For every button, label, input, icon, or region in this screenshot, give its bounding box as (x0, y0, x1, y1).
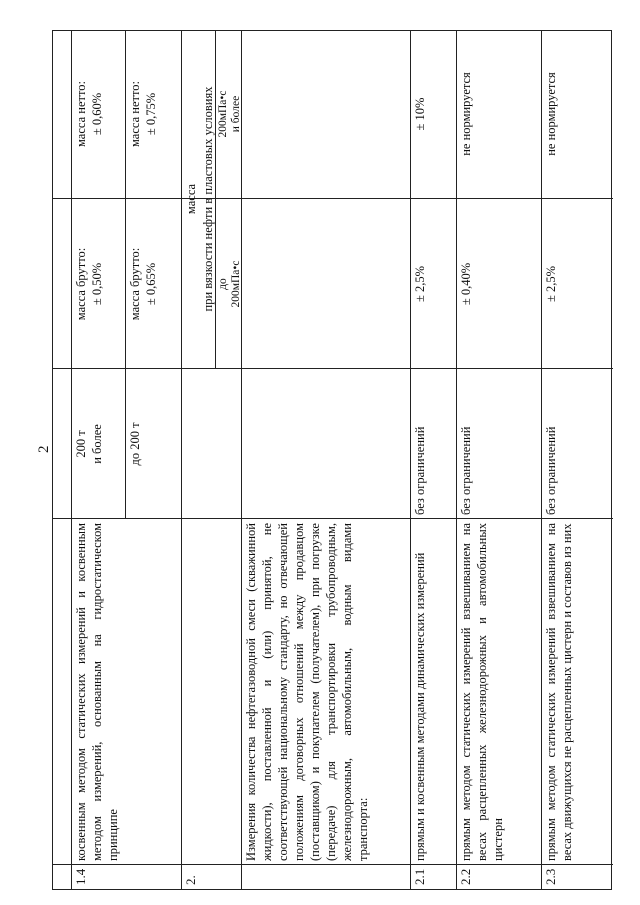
viscosity-high-header: 200мПа•с и более (217, 90, 242, 138)
row-description: Измерения количества нефтегазоводной смеси (скважинной жидкости), поставленной и (или) принятой, не соответствующей национальному стандарту, но отвечающей положениям договорных отношений между продавцом (поставщиком) и покупателем (получателем), при погрузке (передаче) для транспортировки трубопроводным, железнодорожным, автомобильным, водным видами транспорта: (244, 523, 370, 861)
viscosity-low-header: до 200мПа•с (217, 260, 242, 308)
tolerance-low: ± 0,40% (459, 262, 473, 306)
gross-tolerance: масса брутто: ± 0,50% (74, 247, 104, 321)
range-value: без ограничений (459, 426, 473, 515)
row-description: прямым и косвенным методами динамических измерений (413, 552, 427, 861)
range-label: 200 т и более (74, 424, 104, 464)
row-description: прямым методом статических измерений взвешиванием на весах расцепленных железнодорожных и автомобильных цистерн (459, 523, 505, 861)
viscosity-header: при вязкости нефти в пластовых условиях (201, 86, 215, 312)
tolerance-low: ± 2,5% (544, 265, 558, 303)
tolerance-high: ± 10% (413, 97, 427, 131)
mass-header: масса (184, 183, 198, 215)
tolerance-low: ± 2,5% (413, 265, 427, 303)
row-number: 2.3 (543, 868, 558, 885)
gross-tolerance: масса брутто: ± 0,65% (128, 247, 158, 321)
row-number: 2.1 (412, 868, 427, 885)
row-number: 2.2 (458, 868, 473, 885)
row-description: прямым методом статических измерений взвешиванием на весах движущихся не расцепленных цистерн и составов из них (544, 523, 574, 861)
row-number: 2. (183, 875, 198, 885)
tolerance-high: не нормируется (459, 72, 473, 156)
page-number: 2 (36, 445, 52, 453)
row-description: косвенным методом статических измерений и косвенным методом измерений, основанным на гидростатическом принципе (74, 523, 120, 861)
range-label: до 200 т (128, 422, 142, 466)
net-tolerance: масса нетто: ± 0,60% (74, 81, 104, 148)
range-value: без ограничений (544, 426, 558, 515)
tolerance-high: не нормируется (544, 72, 558, 156)
requirements-table (52, 30, 612, 890)
range-value: без ограничений (413, 426, 427, 515)
row-number: 1.4 (73, 868, 88, 885)
net-tolerance: масса нетто: ± 0,75% (128, 81, 158, 148)
